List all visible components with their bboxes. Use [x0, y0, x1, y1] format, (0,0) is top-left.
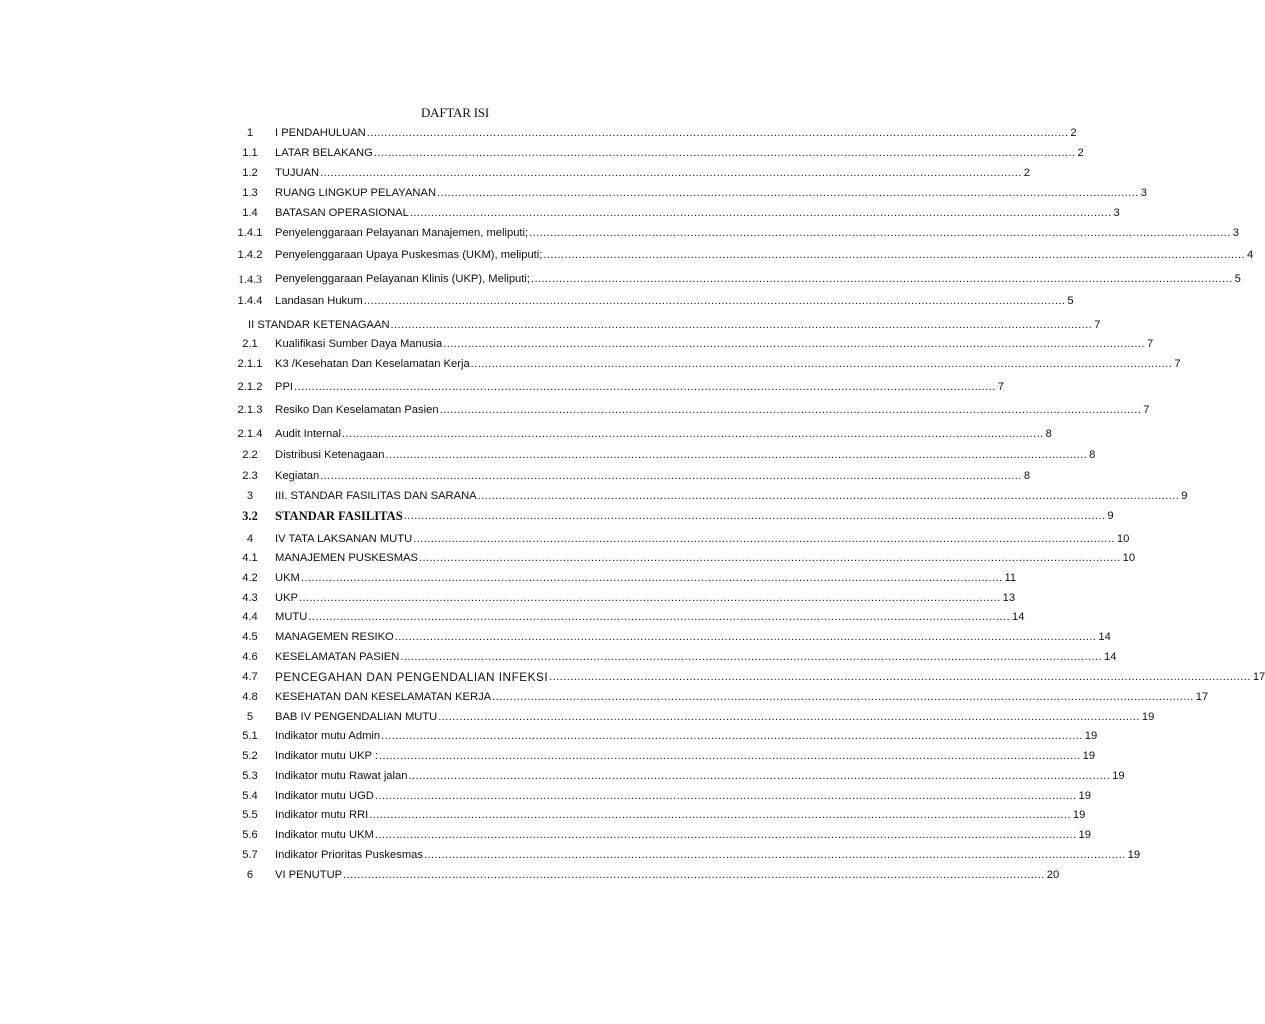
toc-entry-body: [275, 708, 1155, 726]
toc-leader-dots: ........................................................................................................................................................................................................: [300, 572, 1003, 584]
toc-entry-body: [275, 668, 1265, 686]
toc-entry-body: [275, 530, 1130, 548]
toc-entry-number: 5.2: [242, 750, 258, 762]
toc-entry-body: [275, 270, 1241, 288]
toc-leader-dots: ........................................................................................................................................................................................................: [529, 227, 1231, 239]
toc-entry-label: PPI: [275, 381, 294, 393]
toc-entry-label: Indikator mutu RRI: [275, 809, 369, 821]
toc-entry-label: Indikator mutu UKP :: [275, 750, 379, 762]
toc-entry-number: 4.1: [242, 552, 258, 564]
toc-entry-label: STANDAR FASILITAS: [275, 509, 403, 523]
toc-entry-page: 3: [1232, 227, 1240, 239]
toc-entry-body: [275, 144, 1084, 162]
toc-leader-dots: ........................................................................................................................................................................................................: [437, 187, 1139, 199]
toc-entry-body: [275, 507, 1114, 525]
toc-entry-page: 3: [1140, 187, 1147, 199]
toc-entry-label: Indikator mutu UGD: [275, 790, 374, 802]
toc-leader-dots: ........................................................................................................................................................................................................: [320, 167, 1022, 179]
toc-entry-body: [275, 727, 1098, 745]
toc-entry-page: 9: [1107, 510, 1114, 522]
toc-entry-body: [275, 589, 1016, 607]
toc-entry-number: 3.2: [242, 509, 258, 523]
toc-entry-label: UKM: [275, 572, 300, 584]
toc-entry-number: 4: [246, 533, 254, 545]
toc-entry-label: RUANG LINGKUP PELAYANAN: [275, 187, 437, 199]
toc-entry-page: 10: [1116, 533, 1130, 545]
toc-entry-body: [275, 292, 1074, 310]
toc-entry-page: 14: [1011, 611, 1025, 623]
toc-entry-body: [275, 355, 1181, 373]
toc-entry-label: BATASAN OPERASIONAL: [275, 207, 409, 219]
toc-entry-page: 2: [1023, 167, 1031, 179]
toc-entry-body: [275, 425, 1052, 443]
toc-entry-page: 9: [1181, 490, 1188, 502]
toc-entry-page: 8: [1023, 470, 1031, 482]
toc-entry-page: 19: [1078, 829, 1091, 841]
toc-entry-body: [275, 787, 1091, 805]
toc-entry-page: 10: [1122, 552, 1136, 564]
toc-entry-body: [275, 184, 1147, 202]
toc-entry[interactable]: [230, 355, 1181, 373]
toc-leader-dots: ........................................................................................................................................................................................................: [379, 750, 1081, 762]
toc-entry-body: [275, 124, 1077, 142]
toc-entry-body: [275, 806, 1086, 824]
toc-entry-body: [275, 826, 1091, 844]
toc-entry-number: 1.3: [242, 187, 258, 199]
toc-entry-body: [275, 648, 1117, 666]
toc-entry-number: 4.6: [242, 651, 258, 663]
toc-entry-body: [275, 608, 1025, 626]
toc-entry-body: [248, 316, 1101, 334]
toc-entry-page: 19: [1084, 730, 1098, 742]
toc-entry[interactable]: [230, 846, 1141, 864]
toc-entry-page: 19: [1141, 711, 1155, 723]
toc-leader-dots: ........................................................................................................................................................................................................: [394, 631, 1097, 643]
toc-entry-number: 4.3: [242, 592, 258, 604]
toc-entry-label: Landasan Hukum: [275, 295, 363, 307]
toc-entry-label: Audit Internal: [275, 428, 341, 440]
toc-entry-page: 13: [1002, 592, 1016, 604]
toc-entry-label: I PENDAHULUAN: [275, 127, 366, 139]
toc-entry-page: 17: [1195, 691, 1209, 703]
toc-entry-body: [275, 866, 1060, 884]
toc-leader-dots: ........................................................................................................................................................................................................: [439, 404, 1142, 416]
toc-entry-number: 5.1: [242, 730, 258, 742]
toc-entry-page: 2: [1077, 147, 1084, 159]
toc-leader-dots: ........................................................................................................................................................................................................: [409, 207, 1112, 219]
toc-leader-dots: ........................................................................................................................................................................................................: [381, 730, 1083, 742]
toc-entry[interactable]: [230, 425, 1052, 443]
toc-entry-page: 7: [1146, 338, 1154, 350]
toc-entry-body: [275, 204, 1120, 222]
toc-entry-number: 3: [246, 490, 254, 502]
toc-entry[interactable]: [230, 164, 1031, 182]
toc-entry[interactable]: [230, 826, 1091, 844]
toc-entry-number: 4.7: [242, 671, 258, 683]
toc-entry-page: 19: [1072, 809, 1086, 821]
toc-entry-page: 7: [1143, 404, 1150, 416]
toc-entry[interactable]: [230, 747, 1096, 765]
toc-entry-body: [275, 747, 1096, 765]
toc-leader-dots: ........................................................................................................................................................................................................: [341, 428, 1044, 440]
toc-entry[interactable]: [230, 446, 1096, 464]
toc-leader-dots: ........................................................................................................................................................................................................: [369, 809, 1071, 821]
toc-entry[interactable]: [230, 270, 1241, 288]
toc-entry-page: 19: [1078, 790, 1091, 802]
toc-entry[interactable]: [230, 569, 1017, 587]
toc-entry-page: 7: [1094, 319, 1101, 331]
toc-entry[interactable]: [230, 648, 1117, 666]
toc-entry[interactable]: [230, 487, 1188, 505]
toc-leader-dots: ........................................................................................................................................................................................................: [385, 449, 1088, 461]
toc-entry[interactable]: [230, 507, 1114, 525]
toc-entry[interactable]: [230, 727, 1098, 745]
toc-entry-label: IV TATA LAKSANAN MUTU: [275, 533, 413, 545]
toc-entry-number: 5.5: [242, 809, 258, 821]
toc-entry-body: [275, 378, 1004, 396]
toc-entry[interactable]: [230, 866, 1060, 884]
toc-entry-label: Resiko Dan Keselamatan Pasien: [275, 404, 439, 416]
toc-entry-label: Indikator mutu Rawat jalan: [275, 770, 408, 782]
toc-entry-body: [275, 846, 1141, 864]
toc-entry-number: 1.4.3: [238, 272, 262, 286]
toc-entry-number: 4.2: [242, 572, 258, 584]
toc-entry-number: 1.1: [242, 147, 258, 159]
toc-entry-number: 1.4: [242, 207, 258, 219]
toc-entry[interactable]: [230, 316, 1101, 334]
toc-entry[interactable]: [230, 608, 1025, 626]
toc-entry-label: PENCEGAHAN DAN PENGENDALIAN INFEKSI: [275, 670, 549, 684]
toc-entry-label: BAB IV PENGENDALIAN MUTU: [275, 711, 438, 723]
toc-entry-number: 2.2: [242, 449, 258, 461]
toc-entry[interactable]: [230, 335, 1154, 353]
toc-entry-number: 2.1.2: [237, 381, 263, 393]
toc-title: DAFTAR ISI: [420, 105, 490, 120]
toc-entry-number: 6: [246, 869, 254, 881]
toc-leader-dots: ........................................................................................................................................................................................................: [308, 611, 1010, 623]
toc-entry-label: Indikator mutu UKM: [275, 829, 374, 841]
toc-entry-number: 4.8: [242, 691, 258, 703]
toc-entry[interactable]: [230, 589, 1016, 607]
toc-entry-number: 2.1.1: [237, 358, 263, 370]
toc-entry[interactable]: [230, 530, 1130, 548]
toc-entry-number: 1.2: [242, 167, 258, 179]
toc-entry-body: [275, 467, 1031, 485]
toc-entry-label: MANAJEMEN PUSKESMAS: [275, 552, 418, 564]
toc-entry-label: MANAGEMEN RESIKO: [275, 631, 394, 643]
toc-entry-number: 5.3: [242, 770, 258, 782]
toc-entry-label: LATAR BELAKANG: [275, 147, 373, 159]
toc-leader-dots: ........................................................................................................................................................................................................: [363, 295, 1066, 307]
toc-entry[interactable]: [230, 708, 1155, 726]
toc-entry[interactable]: [230, 401, 1150, 419]
toc-entry-body: [275, 401, 1150, 419]
toc-entry[interactable]: [230, 144, 1084, 162]
toc-leader-dots: ........................................................................................................................................................................................................: [403, 510, 1106, 522]
toc-entry[interactable]: [230, 224, 1240, 242]
toc-leader-dots: ........................................................................................................................................................................................................: [492, 691, 1194, 703]
toc-entry-page: 8: [1045, 428, 1052, 440]
toc-entry-body: [275, 549, 1136, 567]
toc-leader-dots: ........................................................................................................................................................................................................: [390, 319, 1093, 331]
toc-entry-body: [275, 335, 1154, 353]
toc-entry-label: II STANDAR KETENAGAAN: [248, 319, 390, 331]
toc-entry-label: Penyelenggaraan Pelayanan Manajemen, meliputi;: [275, 227, 529, 239]
toc-entry-page: 7: [997, 381, 1004, 393]
toc-leader-dots: ........................................................................................................................................................................................................: [408, 770, 1111, 782]
toc-leader-dots: ........................................................................................................................................................................................................: [400, 651, 1102, 663]
toc-entry-number: 5: [246, 711, 254, 723]
toc-entry-label: Penyelenggaraan Pelayanan Klinis (UKP), Meliputi;: [275, 273, 530, 285]
toc-leader-dots: ........................................................................................................................................................................................................: [438, 711, 1140, 723]
toc-entry[interactable]: [230, 204, 1120, 222]
toc-entry[interactable]: [230, 292, 1074, 310]
toc-entry-label: Indikator Prioritas Puskesmas: [275, 849, 423, 861]
toc-leader-dots: ........................................................................................................................................................................................................: [373, 147, 1076, 159]
toc-entry-body: [275, 246, 1254, 264]
toc-entry-label: TUJUAN: [275, 167, 320, 179]
toc-entry-number: 5.4: [242, 790, 258, 802]
toc-entry[interactable]: [230, 246, 1254, 264]
toc-leader-dots: ........................................................................................................................................................................................................: [320, 470, 1022, 482]
toc-entry[interactable]: [230, 767, 1125, 785]
toc-entry-page: 19: [1112, 770, 1125, 782]
toc-entry-number: 2.3: [242, 470, 258, 482]
toc-entry-number: 2.1.4: [237, 428, 263, 440]
toc-leader-dots: ........................................................................................................................................................................................................: [423, 849, 1126, 861]
toc-entry-page: 17: [1252, 671, 1265, 683]
toc-leader-dots: ........................................................................................................................................................................................................: [294, 381, 996, 393]
toc-entry[interactable]: [230, 378, 1004, 396]
toc-entry-body: [275, 569, 1017, 587]
toc-entry-page: 19: [1127, 849, 1141, 861]
toc-entry-number: 1: [246, 127, 254, 139]
toc-entry[interactable]: [230, 467, 1031, 485]
toc-entry-body: [275, 628, 1111, 646]
toc-leader-dots: ........................................................................................................................................................................................................: [418, 552, 1121, 564]
toc-entry-label: K3 /Kesehatan Dan Keselamatan Kerja: [275, 358, 470, 370]
toc-entry-page: 14: [1098, 631, 1111, 643]
toc-entry-label: Kegiatan: [275, 470, 320, 482]
toc-leader-dots: ........................................................................................................................................................................................................: [366, 127, 1069, 139]
toc-entry-number: 2.1.3: [237, 404, 263, 416]
toc-entry-label: KESEHATAN DAN KESELAMATAN KERJA: [275, 691, 492, 703]
toc-leader-dots: ........................................................................................................................................................................................................: [530, 273, 1233, 285]
toc-leader-dots: ........................................................................................................................................................................................................: [477, 490, 1180, 502]
toc-entry-body: [275, 446, 1096, 464]
toc-entry[interactable]: [230, 787, 1091, 805]
toc-leader-dots: ........................................................................................................................................................................................................: [413, 533, 1115, 545]
toc-leader-dots: ........................................................................................................................................................................................................: [549, 671, 1251, 683]
toc-entry-number: 4.4: [242, 611, 258, 623]
toc-leader-dots: ........................................................................................................................................................................................................: [470, 358, 1173, 370]
toc-entry-page: 20: [1046, 869, 1060, 881]
toc-entry-page: 7: [1174, 358, 1181, 370]
toc-entry-page: 19: [1082, 750, 1096, 762]
toc-entry-page: 5: [1234, 273, 1241, 285]
toc-entry-body: [275, 767, 1125, 785]
toc-entry[interactable]: [230, 806, 1086, 824]
toc-leader-dots: ........................................................................................................................................................................................................: [543, 249, 1246, 261]
toc-entry-number: 1.4.1: [237, 227, 263, 239]
toc-entry-label: Kualifikasi Sumber Daya Manusia: [275, 338, 443, 350]
toc-entry[interactable]: [230, 628, 1111, 646]
toc-entry[interactable]: [230, 549, 1136, 567]
toc-entry-label: Penyelenggaraan Upaya Puskesmas (UKM), meliputi;: [275, 249, 543, 261]
toc-leader-dots: ........................................................................................................................................................................................................: [374, 829, 1077, 841]
toc-entry-body: [275, 487, 1188, 505]
toc-entry-label: Distribusi Ketenagaan: [275, 449, 385, 461]
toc-entry-page: 8: [1089, 449, 1096, 461]
toc-entry[interactable]: [230, 688, 1209, 706]
toc-entry-page: 11: [1004, 572, 1017, 584]
toc-leader-dots: ........................................................................................................................................................................................................: [443, 338, 1145, 350]
toc-entry-number: 5.7: [242, 849, 258, 861]
toc-entry[interactable]: [230, 124, 1077, 142]
toc-leader-dots: ........................................................................................................................................................................................................: [343, 869, 1045, 881]
toc-entry-label: Indikator mutu Admin: [275, 730, 381, 742]
toc-entry-page: 3: [1113, 207, 1120, 219]
toc-entry-body: [275, 164, 1031, 182]
toc-entry-number: 5.6: [242, 829, 258, 841]
toc-leader-dots: ........................................................................................................................................................................................................: [299, 592, 1001, 604]
toc-entry-page: 5: [1067, 295, 1074, 307]
toc-entry-number: 1.4.4: [237, 295, 263, 307]
toc-entry-label: III. STANDAR FASILITAS DAN SARANA: [275, 490, 477, 502]
toc-entry-label: UKP: [275, 592, 299, 604]
toc-entry-label: MUTU: [275, 611, 308, 623]
toc-entry-page: 2: [1070, 127, 1077, 139]
toc-leader-dots: ........................................................................................................................................................................................................: [374, 790, 1077, 802]
toc-entry-label: KESELAMATAN PASIEN: [275, 651, 400, 663]
toc-entry-number: 1.4.2: [237, 249, 263, 261]
toc-entry-number: 4.5: [242, 631, 258, 643]
toc-entry-page: 14: [1104, 651, 1117, 663]
toc-entry-label: VI PENUTUP: [275, 869, 343, 881]
toc-entry-body: [275, 224, 1240, 242]
toc-entry[interactable]: [230, 668, 1265, 686]
toc-entry-page: 4: [1247, 249, 1254, 261]
toc-entry-number: 2.1: [242, 338, 258, 350]
toc-entry-body: [275, 688, 1209, 706]
toc-entry[interactable]: [230, 184, 1147, 202]
